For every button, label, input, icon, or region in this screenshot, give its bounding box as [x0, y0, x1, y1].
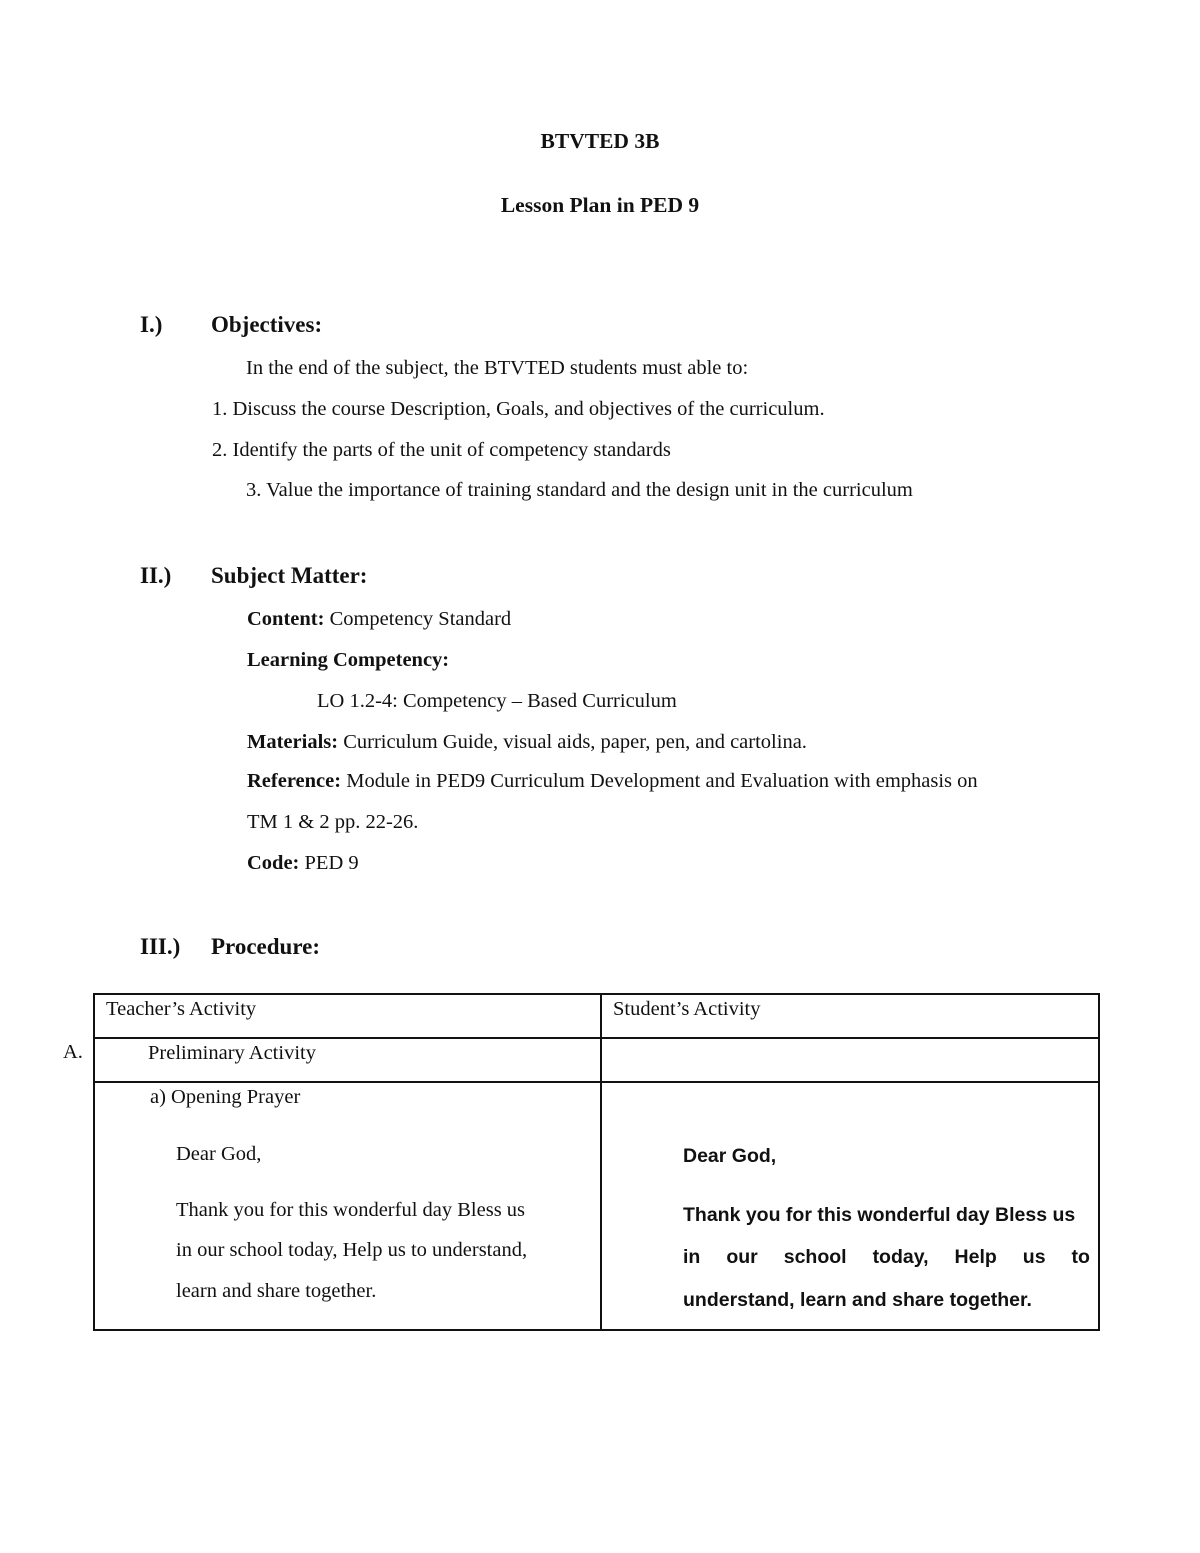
prayer-word: our	[726, 1246, 758, 1268]
teacher-activity-label: Teacher’s Activity	[106, 998, 257, 1020]
empty-cell	[601, 1038, 1099, 1082]
code-line	[247, 852, 359, 875]
table-row	[94, 1038, 1099, 1082]
objectives-intro: In the end of the subject, the BTVTED students must able to:	[246, 357, 749, 379]
student-prayer-line	[683, 1246, 1090, 1269]
reference-label: Reference:	[247, 770, 342, 792]
materials-line	[247, 731, 807, 754]
row-letter: A.	[63, 1041, 83, 1063]
prayer-word: us	[1022, 1246, 1046, 1268]
student-prayer-cell	[601, 1082, 1099, 1330]
materials-label: Materials:	[247, 731, 339, 753]
prayer-word: school	[783, 1246, 847, 1268]
prayer-word: today,	[872, 1246, 929, 1268]
objective-item: 2. Identify the parts of the unit of competency standards	[212, 439, 671, 461]
reference-value-continued: TM 1 & 2 pp. 22-26.	[247, 811, 419, 833]
prayer-word: in	[683, 1246, 701, 1268]
preliminary-activity-label: Preliminary Activity	[148, 1042, 316, 1064]
objective-item: 3. Value the importance of training standard and the design unit in the curriculum	[246, 479, 913, 501]
reference-line	[247, 770, 978, 793]
procedure-heading: Procedure:	[211, 934, 321, 959]
teacher-prayer-line: in our school today, Help us to understand,	[176, 1239, 528, 1261]
preliminary-activity-cell	[94, 1038, 601, 1082]
prayer-word: to	[1071, 1246, 1090, 1268]
reference-value: Module in PED9 Curriculum Development and Evaluation with emphasis on	[341, 770, 978, 792]
objectives-numeral: I.)	[140, 312, 163, 337]
document-title: Lesson Plan in PED 9	[500, 193, 700, 217]
prayer-word: Help	[954, 1246, 997, 1268]
student-activity-header	[601, 994, 1099, 1038]
objectives-heading: Objectives:	[211, 312, 323, 337]
code-value: PED 9	[299, 852, 359, 874]
objective-item: 1. Discuss the course Description, Goals, and objectives of the curriculum.	[212, 398, 825, 420]
content-line	[247, 608, 511, 631]
opening-prayer-label: a) Opening Prayer	[150, 1086, 301, 1108]
content-label: Content:	[247, 608, 325, 630]
materials-value: Curriculum Guide, visual aids, paper, pen, and cartolina.	[338, 731, 807, 753]
student-activity-label: Student’s Activity	[613, 998, 761, 1020]
student-prayer-greeting: Dear God,	[683, 1145, 777, 1167]
learning-competency-label: Learning Competency:	[247, 649, 450, 671]
student-prayer-line: Thank you for this wonderful day Bless us	[683, 1204, 1076, 1226]
content-value: Competency Standard	[324, 608, 512, 630]
table-row	[94, 1082, 1099, 1330]
procedure-numeral: III.)	[140, 934, 181, 959]
teacher-prayer-line: Thank you for this wonderful day Bless us	[176, 1199, 526, 1221]
subject-matter-numeral: II.)	[140, 563, 172, 588]
procedure-table	[93, 993, 1100, 1331]
table-header-row	[94, 994, 1099, 1038]
student-prayer-line: understand, learn and share together.	[683, 1289, 1032, 1311]
teacher-prayer-line: learn and share together.	[176, 1280, 377, 1302]
teacher-prayer-cell	[94, 1082, 601, 1330]
code-label: Code:	[247, 852, 300, 874]
learning-competency-value: LO 1.2-4: Competency – Based Curriculum	[317, 690, 677, 712]
subject-matter-heading: Subject Matter:	[211, 563, 368, 588]
teacher-prayer-greeting: Dear God,	[176, 1143, 262, 1165]
class-name: BTVTED 3B	[540, 129, 660, 153]
teacher-activity-header	[94, 994, 601, 1038]
